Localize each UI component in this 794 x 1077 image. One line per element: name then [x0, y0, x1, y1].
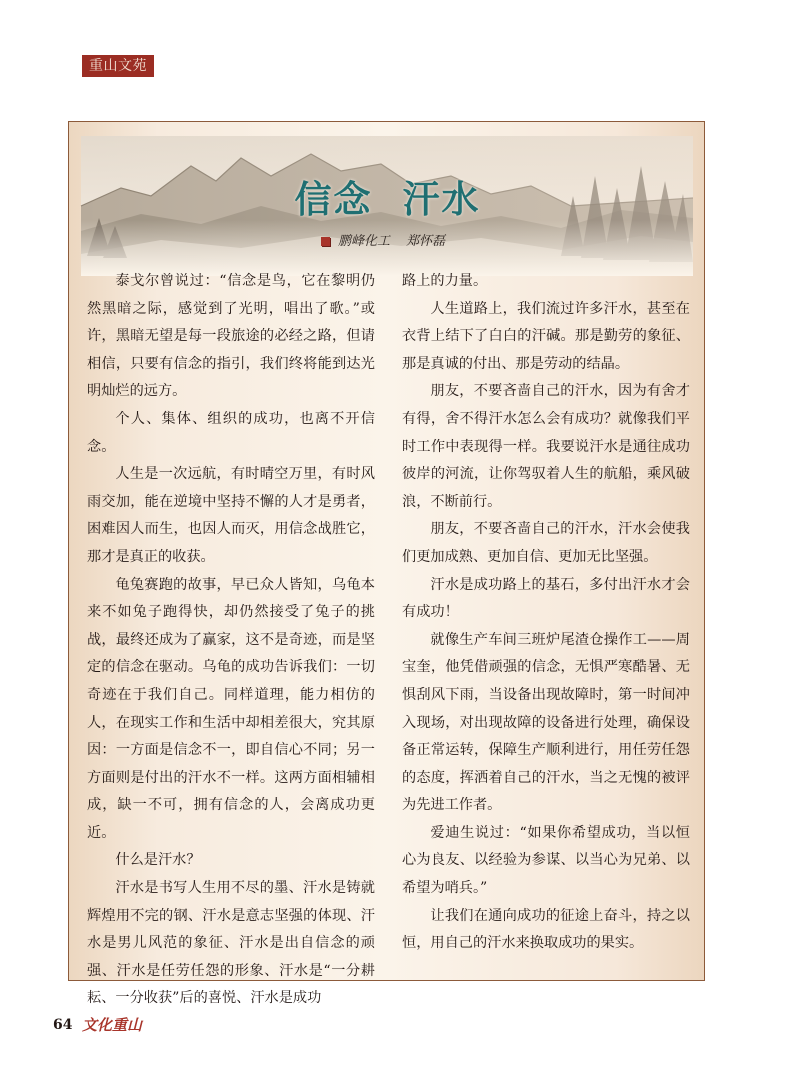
paragraph: 什么是汗水？ — [115, 852, 201, 869]
paragraph: 让我们在通向成功的征途上奋斗，持之以恒，用自己的汗水来换取成功的果实。 — [402, 907, 690, 952]
article-title — [69, 169, 706, 223]
left-column — [87, 268, 375, 1013]
byline-author: 郑怀磊 — [406, 234, 446, 249]
title-part-2: 汗水 — [402, 178, 481, 221]
page-number: 64 — [53, 1017, 73, 1033]
right-column — [402, 268, 690, 958]
article-frame — [68, 121, 705, 1007]
paragraph: 汗水是书写人生用不尽的墨、汗水是铸就辉煌用不完的钢、汗水是意志坚强的体现、汗水是男儿风范的象征、汗水是出自信念的顽强、汗水是任劳任怨的形象、汗水是“一分耕耘、一分收获”后的喜悦、汗水是成功 — [87, 880, 375, 1007]
paragraph: 龟兔赛跑的故事，早已众人皆知，乌龟本来不如兔子跑得快，却仍然接受了兔子的挑战，最终还成为了赢家，这不是奇迹，而是坚定的信念在驱动。乌龟的成功告诉我们：一切奇迹在于我们自己。同样道理，能力相仿的人，在现实工作和生活中却相差很大，究其原因：一方面是信念不一，即自信心不同；另一方面则是付出的汗水不一样。这两方面相辅相成，缺一不可，拥有信念的人，会离成功更近。 — [87, 576, 375, 841]
bullet-square-icon — [321, 237, 330, 246]
paragraph: 个人、集体、组织的成功，也离不开信念。 — [87, 410, 375, 455]
title-part-1: 信念 — [294, 178, 373, 221]
paragraph: 爱迪生说过：“如果你希望成功，当以恒心为良友、以经验为参谋、以当心为兄弟、以希望为哨兵。” — [402, 824, 690, 897]
byline — [321, 232, 445, 252]
paragraph: 汗水是成功路上的基石，多付出汗水才会有成功！ — [402, 576, 690, 621]
paragraph: 朋友，不要吝啬自己的汗水，因为有舍才有得，舍不得汗水怎么会有成功？就像我们平时工作中表现得一样。我要说汗水是通往成功彼岸的河流，让你驾驭着人生的航船，乘风破浪，不断前行。 — [402, 383, 690, 510]
paragraph: 泰戈尔曾说过：“信念是鸟，它在黎明仍然黑暗之际，感觉到了光明，唱出了歌。”或许，黑暗无望是每一段旅途的必经之路，但请相信，只要有信念的指引，我们终将能到达光明灿烂的远方。 — [87, 273, 375, 400]
magazine-name: 文化重山 — [82, 1016, 143, 1034]
paragraph: 人生道路上，我们流过许多汗水，甚至在衣背上结下了白白的汗碱。那是勤劳的象征、那是真诚的付出、那是劳动的结晶。 — [402, 300, 690, 372]
paragraph: 人生是一次远航，有时晴空万里，有时风雨交加，能在逆境中坚持不懈的人才是勇者，困难因人而生，也因人而灭，用信念战胜它，那才是真正的收获。 — [87, 466, 375, 565]
paragraph: 朋友，不要吝啬自己的汗水，汗水会使我们更加成熟、更加自信、更加无比坚强。 — [402, 521, 690, 565]
paragraph-continuation: 路上的力量。 — [402, 273, 488, 289]
section-tag: 重山文苑 — [82, 55, 154, 77]
byline-unit: 鹏峰化工 — [338, 234, 391, 249]
paragraph: 就像生产车间三班炉尾渣仓操作工——周宝奎，他凭借顽强的信念，无惧严寒酷暑、无惧刮风下雨，当设备出现故障时，第一时间冲入现场，对出现故障的设备进行处理，确保设备正常运转，保障生产顺利进行，用任劳任怨的态度，挥洒着自己的汗水，当之无愧的被评为先进工作者。 — [402, 631, 690, 814]
